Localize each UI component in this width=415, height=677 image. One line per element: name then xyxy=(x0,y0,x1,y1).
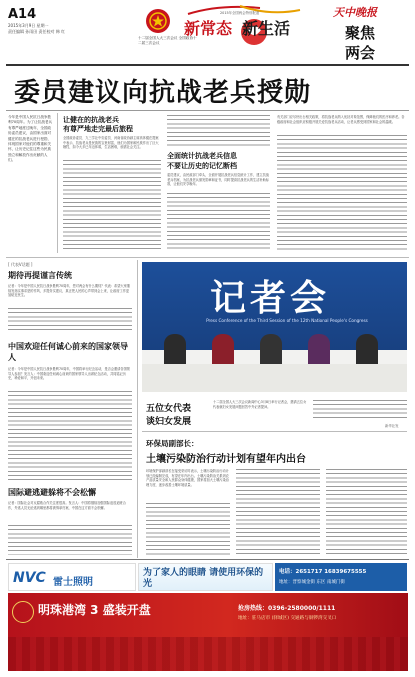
estate-headline: 明珠港湾 3 盛装开盘 xyxy=(38,603,151,617)
ad-address: 地址：晋察城金街 东区 南城门街 xyxy=(279,580,345,585)
special-title-a: 新常态 xyxy=(184,19,233,38)
issue-date: 2015年3月9日 星期一 xyxy=(8,23,49,28)
special-subtitle: 2015年全国两会特别报道 xyxy=(220,11,260,15)
lead-body-b-top xyxy=(167,115,270,147)
congress-emblem-icon xyxy=(145,8,171,34)
lead-subhead-1: 让健在的抗战老兵 xyxy=(63,116,119,124)
estate-skyline xyxy=(8,637,408,671)
env-kicker: 环保局副部长： xyxy=(146,439,199,448)
item3-text-continued xyxy=(8,525,132,555)
estate-address: 地址：驻马店市 (驿城区) 交通路与铜锣湾交叉口 xyxy=(238,616,337,621)
ad-middle-banner[interactable] xyxy=(138,563,273,591)
env-body-column-3 xyxy=(326,469,407,555)
photo-caption-continued xyxy=(313,400,407,420)
speaker-figure xyxy=(260,334,282,364)
item1-text: 记者：今年是中国人民抗日战争胜利70周年，您对两会有什么期待？代表：希望大家继续发扬实事求是的作风，多提务实建议，真正把人民的心声带到会上来，让政府工作更加贴近民生。 xyxy=(8,284,130,298)
section-label-a: 聚焦 xyxy=(345,24,376,42)
congress-banner: 十二届全国人大三次会议 全国政协十二届三次会议 xyxy=(138,36,197,45)
item2-text-continued xyxy=(8,391,132,481)
page-number: A14 xyxy=(8,7,37,22)
speaker-figure xyxy=(212,334,234,364)
ad-realestate-banner[interactable] xyxy=(8,593,408,671)
lead-body-c: 有关部门应尽快出台相关政策，将抗战老兵纳入优抚对象范围，保障他们的医疗和养老。各级政府和社会组织应积极开展关爱抗战老兵活动，让老兵感受到国家和社会的温暖。 xyxy=(277,115,405,124)
special-report-logo xyxy=(180,2,305,56)
photo-caption-title-b: 谈妇女发展 xyxy=(146,417,192,427)
photo-caption-title-a: 五位女代表 xyxy=(146,404,192,414)
special-title-b: 新生活 xyxy=(242,19,291,38)
press-conference-photo xyxy=(142,262,407,392)
speaker-figure xyxy=(308,334,330,364)
lead-body-a: 全国政协委员、九三学社中央委员、河南省政协副主席高体健在提案中表示，抗战老兵是民族的宝贵财富，他们为国家和民族作出了巨大牺牲，如今大多已年迈体弱，生活困难，亟需社会关注。 xyxy=(63,136,159,150)
lead-subhead-4: 不要让历史的记忆断档 xyxy=(167,162,237,170)
section-label-b: 两会 xyxy=(345,44,376,62)
photo-backdrop-english: Press Conference of the Third Session of the 12th National People's Congress xyxy=(206,318,368,323)
lead-body-b: 委员建议，由民政部门牵头，全面开展抗战老兵信息统计工作，建立抗战老兵档案，为抗战老兵颁发勋章和证书，同时提高抗战老兵的生活补助标准，让他们安享晚年。 xyxy=(167,173,269,187)
item3-text: 记者：国际社会对反腐败合作关注度很高。发言人：中国将继续加强国际追逃追赃合作，外逃人员无论逃到哪里都将被缉拿归案，中国在这方面不会松懈。 xyxy=(8,501,126,510)
item1-title: 期待再提谨言传统 xyxy=(8,271,72,280)
env-body-column-2 xyxy=(236,469,320,555)
ad-left-top[interactable] xyxy=(8,563,136,591)
section-label: [ 代表V话题 ] xyxy=(8,262,33,267)
lead-body-b-continued xyxy=(167,193,270,251)
nvc-brand-name: 雷士照明 xyxy=(53,577,93,588)
lead-subhead-3: 全面统计抗战老兵信息 xyxy=(167,152,237,160)
ad-contact-box[interactable] xyxy=(275,563,407,591)
photo-caption-text: 十二届全国人大三次会议新闻中心3月8日举行记者会，邀请五位女代表就妇女发展问题回答中外记者提问。 xyxy=(213,400,307,409)
lead-headline: 委员建议向抗战老兵授勋 xyxy=(14,78,312,108)
item1-text-continued xyxy=(8,308,132,333)
lead-body-a-continued xyxy=(63,160,161,252)
nvc-logo: NVC xyxy=(13,570,46,586)
speaker-figure xyxy=(356,334,378,364)
photo-backdrop-title: 记者会 xyxy=(210,277,331,319)
table-front-panel xyxy=(142,364,407,392)
editor-credits: 责任编辑 孙雨田 责任校对 韩 红 xyxy=(8,29,66,34)
env-body: 环境保护部副部长在接受采访时表示，土壤污染防治行动计划已经编制完成，有望在年内出台。土壤污染防治关系到农产品质量安全和人民群众身体健康，国家将加大土壤污染治理力度，逐步改善土壤环境质量。 xyxy=(146,469,229,487)
ad-slogan: 为了家人的眼睛 请使用环保的光 xyxy=(143,568,264,589)
item2-text: 记者：今年是中国人民抗日战争胜利70周年，中国将举行纪念活动，是否会邀请各国领导人参加？发言人：中国欢迎任何诚心前来的国家领导人出席纪念活动，共同铭记历史，珍爱和平，开创未来。 xyxy=(8,367,130,381)
lead-body-c-continued xyxy=(277,135,407,251)
item3-title: 国际避逃避躲将不会松懈 xyxy=(8,488,96,497)
env-headline: 土壤污染防治行动计划有望年内出台 xyxy=(146,454,306,465)
masthead-logo: 天中晚报 xyxy=(333,6,377,19)
estate-hotline: 抢房热线：0396-2580000/1111 xyxy=(238,605,336,612)
estate-logo-icon xyxy=(12,601,34,623)
speaker-figure xyxy=(164,334,186,364)
item2-title: 中国欢迎任何诚心前来的国家领导人 xyxy=(8,342,128,362)
photo-credit: 新华社发 xyxy=(385,424,399,428)
lead-subhead-2: 有尊严地走完最后旅程 xyxy=(63,125,133,133)
ad-phone: 电话：2651717 16839675555 xyxy=(279,569,367,575)
env-body-continued xyxy=(146,503,230,555)
lead-intro: 今年是中国人民抗日战争胜利70周年。为了让抗战老兵有尊严地度过晚年，全国政协委员建议，由国家出面对健在的抗战老兵进行授勋，体现国家对他们的尊重和关怀，让历史记住这些为民族独立和解放作出贡献的人们。 xyxy=(8,115,53,163)
